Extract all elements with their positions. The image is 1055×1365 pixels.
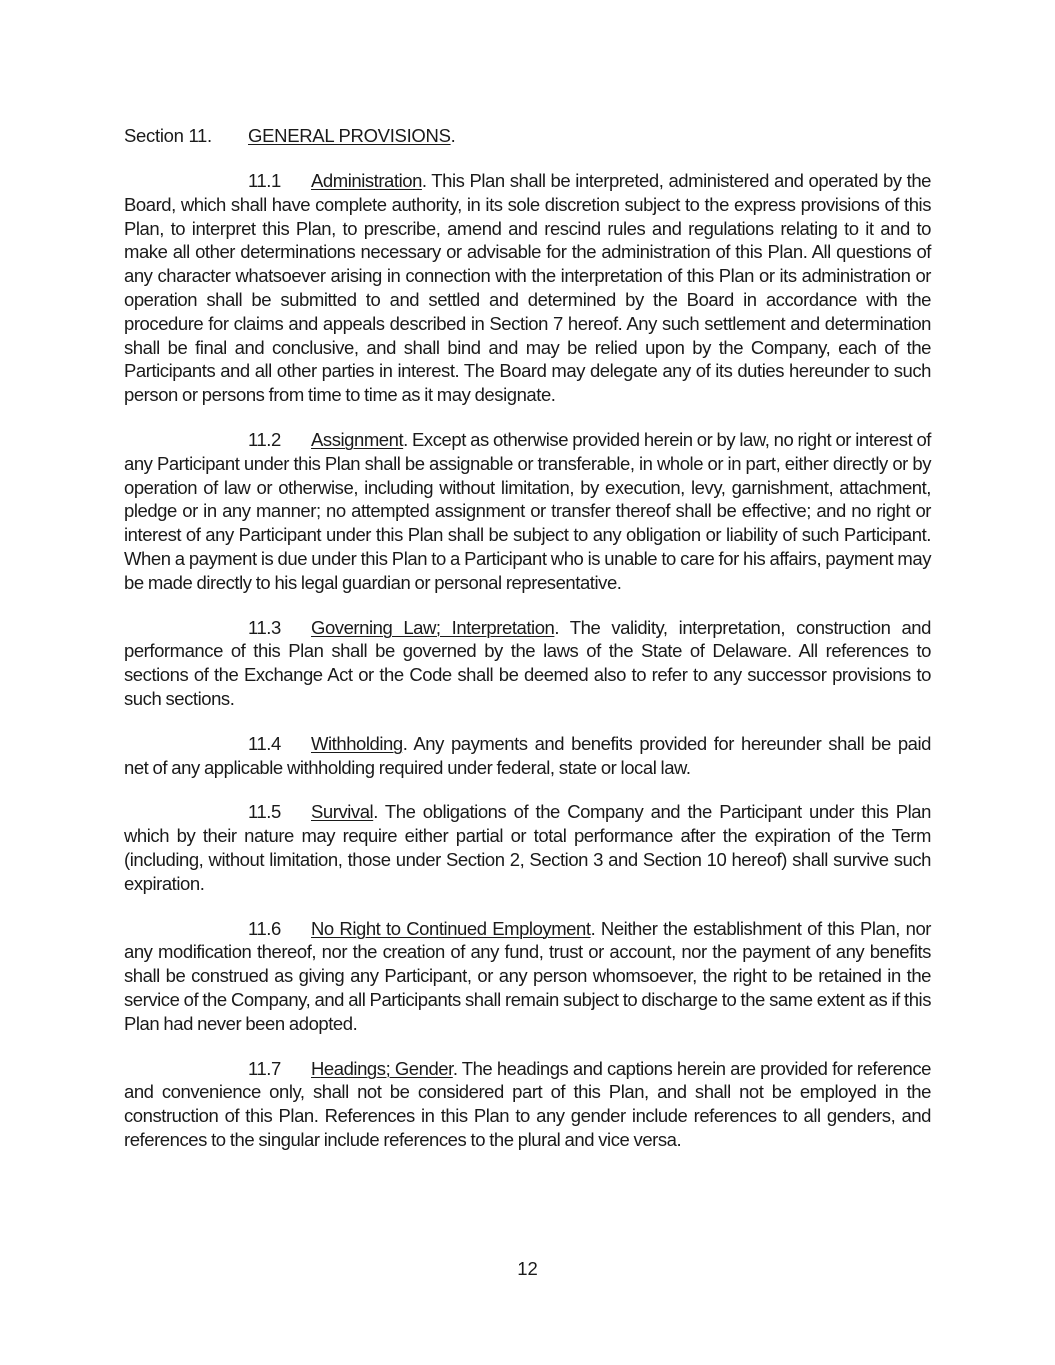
- paragraph-heading: No Right to Continued Employment: [311, 917, 591, 939]
- paragraph-heading: Headings; Gender: [311, 1057, 453, 1079]
- paragraph-number: 11.7: [248, 1057, 281, 1079]
- page-number: 12: [517, 1258, 538, 1279]
- paragraph-number: 11.4: [248, 732, 281, 754]
- paragraph-number: 11.2: [248, 428, 281, 450]
- paragraph-11-4: [124, 732, 931, 780]
- paragraph-11-5: [124, 800, 931, 895]
- paragraph-11-7: [124, 1057, 931, 1152]
- paragraph-heading: Survival: [311, 801, 374, 823]
- paragraph-body: . The obligations of the Company and the Participant under this Plan which by their nature may require either partial or total performance after the expiration of the Term (including, without limitation, those under Section 2, Section 3 and Section 10 hereof) shall survive such expiration.: [124, 801, 931, 894]
- section-title-suffix: .: [450, 125, 456, 146]
- paragraph-11-1: [124, 169, 931, 407]
- paragraph-heading: Withholding: [311, 732, 403, 754]
- paragraph-11-6: [124, 917, 931, 1036]
- paragraph-body: . This Plan shall be interpreted, administered and operated by the Board, which shall have complete authority, in its sole discretion subject to the express provisions of this Plan, to interpret this Plan, to prescribe, amend and rescind rules and regulations relating to it and to make all other determinations necessary or advisable for the administration of this Plan. All questions of any character whatsoever arising in connection with the interpretation of this Plan or its administration or operation shall be submitted to and settled and determined by the Board in accordance with the procedure for claims and appeals described in Section 7 hereof. Any such settlement and determination shall be final and conclusive, and shall bind and may be relied upon by the Company, each of the Participants and all other parties in interest. The Board may delegate any of its duties hereunder to such person or persons from time to time as it may designate.: [124, 170, 931, 406]
- paragraph-body: . Except as otherwise provided herein or by law, no right or interest of any Participant under this Plan shall be assignable or transferable, in whole or in part, either directly or by operation of law or otherwise, including without limitation, by execution, levy, garnishment, attachment, pledge or in any manner; no attempted assignment or transfer thereof shall be effective; and no right or interest of any Participant under this Plan shall be subject to any obligation or liability of such Participant. When a payment is due under this Plan to a Participant who is unable to care for his affairs, payment may be made directly to his legal guardian or personal representative.: [124, 428, 931, 593]
- section-number: Section 11.: [124, 125, 212, 146]
- paragraph-heading: Assignment: [311, 428, 404, 450]
- paragraph-heading: Administration: [311, 170, 422, 191]
- document-page: [124, 124, 931, 1173]
- paragraph-11-2: [124, 428, 931, 595]
- paragraph-body: . Any payments and benefits provided for hereunder shall be paid net of any applicable withholding required under federal, state or local law.: [124, 732, 931, 778]
- paragraph-body: . The headings and captions herein are provided for reference and convenience only, shall not be considered part of this Plan, and shall not be employed in the construction of this Plan. References in this Plan to any gender include references to all genders, and references to the singular include references to the plural and vice versa.: [124, 1057, 931, 1150]
- paragraph-11-3: [124, 616, 931, 711]
- paragraph-number: 11.1: [248, 170, 281, 191]
- paragraph-body: . Neither the establishment of this Plan, nor any modification thereof, nor the creation of any fund, trust or account, nor the payment of any benefits shall be construed as giving any Participant, or any person whomsoever, the right to be retained in the service of the Company, and all Participants shall remain subject to discharge to the same extent as if this Plan had never been adopted.: [124, 917, 931, 1034]
- section-title: GENERAL PROVISIONS: [248, 125, 451, 146]
- paragraph-number: 11.3: [248, 616, 281, 638]
- paragraph-number: 11.5: [248, 801, 281, 823]
- paragraph-heading: Governing Law; Interpretation: [311, 616, 555, 638]
- section-heading: [124, 124, 931, 148]
- paragraph-number: 11.6: [248, 917, 281, 939]
- paragraph-body: . The validity, interpretation, construction and performance of this Plan shall be governed by the laws of the State of Delaware. All references to sections of the Exchange Act or the Code shall be deemed also to refer to any successor provisions to such sections.: [124, 616, 931, 709]
